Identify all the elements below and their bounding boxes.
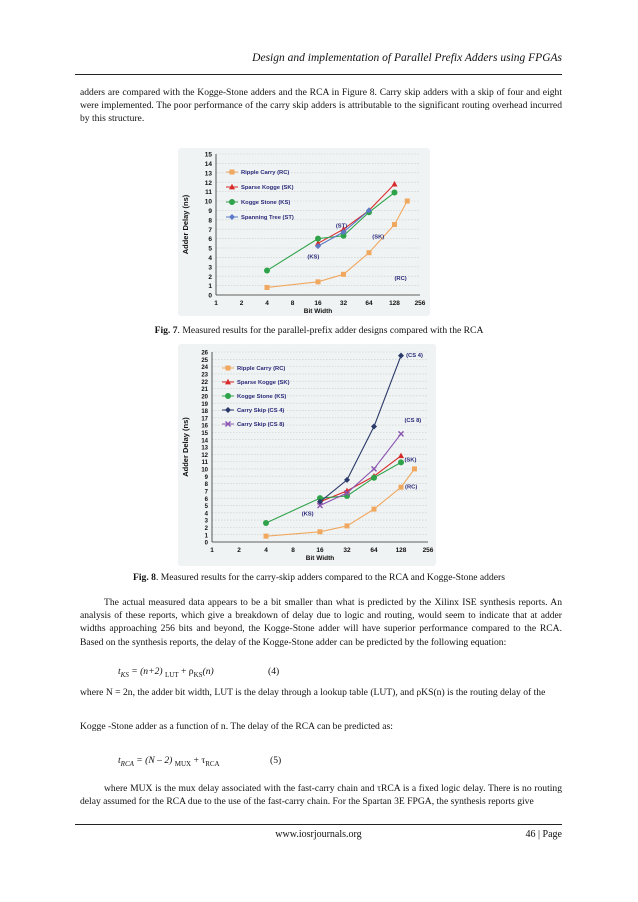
fig8-y-tick-label: 17 (201, 416, 208, 423)
figure-8-caption (0, 572, 638, 583)
fig7-data-point (392, 222, 397, 227)
fig8-series-label: (CS 4) (406, 353, 423, 360)
fig7-x-tick-label: 32 (339, 300, 348, 307)
fig8-y-tick-label: 23 (201, 372, 208, 379)
fig8-x-tick-label: 1 (210, 547, 214, 554)
fig8-y-tick-label: 1 (204, 533, 208, 540)
figure-7-label: Fig. 7 (154, 325, 178, 336)
paragraph-synthesis: The actual measured data appears to be a bit smaller than what is predicted by the Xilinx ISE synthesis reports. An analysis of these reports, which give a breakdown of delay due to logic and routing, would seem to indicate that at adder widths approaching 256 bits and beyond, the Kogge-Stone adder will have superior performance compared to the RCA. Based on the synthesis reports, the delay of the Kogge-Stone adder can be predicted by the following equation: (80, 597, 562, 648)
fig8-y-tick-label: 6 (204, 496, 208, 503)
paragraph-mux-delay: where MUX is the mux delay associated with the fast-carry chain and τRCA is a fixed logic delay. There is no routing delay assumed for the RCA due to the use of the fast-carry chain. For the Spartan 3E FPGA, the synthesis reports give (80, 783, 562, 808)
fig8-y-tick-label: 9 (204, 474, 208, 481)
fig8-data-point (398, 459, 404, 465)
fig8-x-tick-label: 4 (264, 547, 268, 554)
fig7-y-tick-label: 1 (208, 283, 212, 291)
fig8-y-tick-label: 18 (201, 409, 208, 416)
eq4-arg: (n) (202, 666, 214, 677)
eq4-t-sub: KS (120, 670, 129, 679)
eq5-t-sub: RCA (120, 759, 134, 768)
fig7-data-point (392, 181, 398, 187)
paragraph-intro: adders are compared with the Kogge-Stone adders and the RCA in Figure 8. Carry skip adders with a skip of four and eight were implemented. The poor performance of the carry skip adders is attributable to the significant routing overhead incurred by this structure. (80, 87, 562, 125)
fig7-series-line (267, 201, 407, 287)
fig7-legend-marker (230, 170, 235, 175)
fig8-y-tick-label: 22 (201, 379, 208, 386)
fig7-data-point (315, 236, 321, 242)
figure-8 (178, 344, 436, 566)
fig8-y-tick-label: 0 (204, 540, 208, 547)
fig7-x-tick-label: 1 (214, 300, 218, 307)
fig8-series-line (320, 356, 401, 502)
fig8-x-axis-label: Bit Width (305, 555, 335, 562)
fig8-x-tick-label: 8 (291, 547, 295, 554)
fig8-data-point (412, 466, 417, 471)
eq5-tau-sub: RCA (205, 759, 220, 768)
fig7-data-point (264, 268, 270, 274)
fig7-legend-entry: Spanning Tree (ST) (241, 215, 294, 222)
fig7-x-tick-label: 4 (265, 300, 269, 307)
eq5-number: (5) (270, 755, 282, 766)
fig8-y-tick-label: 12 (201, 452, 208, 459)
fig8-y-tick-label: 15 (201, 430, 208, 437)
fig7-series-label: (RC) (394, 275, 407, 282)
paragraph-kogge-function: Kogge -Stone adder as a function of n. The delay of the RCA can be predicted as: (80, 721, 393, 732)
fig8-x-tick-label: 2 (237, 547, 241, 554)
fig7-y-tick-label: 12 (204, 179, 212, 187)
fig7-y-tick-label: 11 (205, 189, 212, 197)
fig8-y-tick-label: 19 (201, 401, 208, 408)
fig8-legend-entry: Carry Skip (CS 8) (237, 422, 285, 429)
fig8-series-4 (318, 431, 404, 508)
fig8-data-point (318, 529, 323, 534)
fig8-series-label: (SK) (404, 457, 417, 464)
fig7-y-tick-label: 2 (208, 273, 212, 281)
fig7-y-tick-label: 6 (208, 236, 212, 244)
fig8-data-point (372, 507, 377, 512)
fig7-data-point (341, 272, 346, 277)
fig7-y-tick-label: 8 (208, 217, 212, 225)
fig7-x-tick-label: 256 (414, 300, 426, 307)
eq4-t: t (118, 666, 121, 677)
fig8-y-tick-label: 14 (201, 438, 208, 445)
fig7-y-tick-label: 3 (208, 264, 212, 272)
fig7-y-tick-label: 7 (208, 226, 212, 234)
figure-8-chart (178, 344, 436, 566)
fig8-x-tick-label: 32 (343, 547, 351, 554)
fig8-data-point (371, 475, 377, 481)
fig8-y-tick-label: 26 (201, 350, 208, 357)
fig8-y-tick-label: 3 (204, 518, 208, 525)
eq5-t: t (118, 755, 121, 766)
paragraph-where-n: where N = 2n, the adder bit width, LUT is the delay through a lookup table (LUT), and ρKS(n) is the routing delay of the (80, 687, 546, 698)
fig8-y-tick-label: 24 (201, 365, 208, 372)
fig8-legend-entry: Ripple Carry (RC) (237, 366, 286, 373)
fig8-data-point (264, 534, 269, 539)
figure-7-caption-text: . Measured results for the parallel-prefix adder designs compared with the RCA (177, 325, 484, 336)
fig7-legend-entry: Sparse Kogge (SK) (241, 185, 294, 192)
fig8-y-tick-label: 21 (201, 387, 208, 394)
fig7-series-1 (315, 181, 398, 246)
fig8-data-point (371, 424, 377, 430)
fig8-x-tick-label: 16 (316, 547, 324, 554)
fig8-data-point (399, 485, 404, 490)
fig7-y-tick-label: 5 (208, 245, 212, 253)
fig8-x-tick-label: 64 (370, 547, 378, 554)
fig7-data-point (265, 285, 270, 290)
figure-7 (178, 148, 430, 316)
fig8-x-tick-label: 256 (422, 547, 434, 554)
fig7-data-point (392, 190, 398, 196)
fig7-y-tick-label: 15 (204, 151, 212, 159)
fig7-series-label: (KS) (307, 254, 320, 261)
fig8-series-3 (317, 353, 404, 505)
fig7-y-axis-label: Adder Delay (ns) (181, 194, 190, 255)
fig7-y-tick-label: 9 (208, 208, 212, 215)
figure-8-caption-text: . Measured results for the carry-skip adders compared to the RCA and Kogge-Stone adders (155, 572, 505, 583)
fig8-series-line (266, 469, 414, 536)
fig7-y-tick-label: 14 (204, 161, 212, 168)
footer-url: www.iosrjournals.org (275, 829, 362, 840)
fig8-y-tick-label: 2 (204, 525, 208, 532)
figure-7-caption (0, 325, 638, 336)
fig7-series-label: (SK) (372, 234, 385, 241)
running-header: Design and implementation of Parallel Prefix Adders using FPGAs (75, 52, 562, 75)
eq5-factor: = (N – 2) (133, 755, 175, 766)
fig7-x-tick-label: 128 (389, 300, 400, 307)
fig7-x-tick-label: 16 (314, 300, 322, 307)
eq5-tau: + τ (191, 755, 206, 766)
fig7-x-tick-label: 2 (239, 300, 244, 307)
fig8-series-label: (KS) (301, 511, 314, 518)
fig7-series-label: (ST) (335, 223, 348, 230)
fig7-legend-entry: Ripple Carry (RC) (241, 170, 290, 177)
fig8-legend-marker (225, 393, 231, 399)
eq4-rho: + ρ (178, 666, 194, 677)
fig7-legend-marker (229, 199, 235, 205)
fig8-data-point (398, 453, 404, 459)
equation-5 (118, 755, 282, 768)
fig7-y-tick-label: 10 (204, 198, 212, 206)
fig8-y-tick-label: 10 (201, 467, 208, 474)
fig7-legend-marker (229, 214, 235, 220)
eq4-number: (4) (268, 666, 280, 677)
fig8-series-1 (317, 453, 404, 505)
fig8-y-tick-label: 16 (201, 423, 208, 430)
eq4-rho-sub: KS (193, 670, 203, 679)
fig8-y-tick-label: 20 (201, 394, 208, 401)
fig8-x-tick-label: 128 (395, 547, 407, 554)
fig8-legend-entry: Sparse Kogge (SK) (237, 380, 290, 387)
eq5-mux-sub: MUX (174, 759, 192, 768)
fig7-data-point (405, 199, 410, 204)
fig8-y-tick-label: 5 (204, 504, 208, 511)
fig7-data-point (316, 279, 321, 284)
fig7-y-tick-label: 4 (208, 255, 212, 262)
fig8-y-tick-label: 8 (204, 482, 208, 489)
eq4-factor: = (n+2) (128, 666, 165, 677)
fig8-legend-marker (225, 407, 231, 413)
fig8-series-label: (CS 8) (404, 418, 422, 425)
fig8-series-line (320, 456, 401, 502)
figure-7-chart (178, 148, 430, 316)
page-number: 46 | Page (525, 829, 562, 840)
fig7-x-tick-label: 64 (365, 300, 373, 307)
fig7-legend-entry: Kogge Stone (KS) (241, 200, 291, 207)
fig8-data-point (398, 353, 404, 359)
fig7-x-axis-label: Bit Width (303, 308, 333, 315)
equation-4 (118, 666, 280, 679)
fig8-y-axis-label: Adder Delay (ns) (181, 417, 190, 477)
fig7-x-tick-label: 8 (290, 300, 295, 307)
fig8-y-tick-label: 11 (201, 460, 208, 467)
fig8-legend-marker (226, 366, 231, 371)
page-footer (75, 824, 562, 841)
fig7-data-point (367, 250, 372, 255)
figure-8-label: Fig. 8 (133, 572, 156, 583)
fig8-legend-entry: Kogge Stone (KS) (237, 394, 287, 401)
fig8-series-label: (RC) (405, 484, 418, 491)
fig8-y-tick-label: 4 (204, 511, 208, 518)
fig8-series-0 (264, 466, 417, 538)
fig8-data-point (345, 523, 350, 528)
fig8-data-point (263, 520, 269, 526)
fig8-y-tick-label: 13 (201, 445, 208, 452)
fig7-y-tick-label: 0 (208, 292, 212, 300)
fig8-legend-entry: Carry Skip (CS 4) (237, 408, 285, 415)
fig7-y-tick-label: 13 (204, 170, 212, 178)
eq4-lut-sub: LUT (164, 670, 179, 679)
fig8-y-tick-label: 7 (204, 489, 208, 496)
fig8-y-tick-label: 25 (201, 357, 208, 364)
